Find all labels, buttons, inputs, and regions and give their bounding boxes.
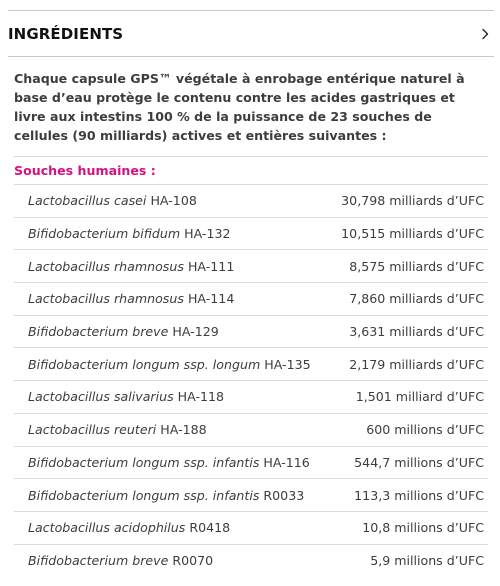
strain-row — [14, 348, 488, 381]
strain-code: R0033 — [263, 487, 305, 503]
strain-label — [28, 389, 224, 404]
strain-label — [28, 553, 213, 568]
strain-code: HA-188 — [160, 422, 207, 438]
ingredients-accordion-header[interactable] — [8, 11, 494, 57]
strain-amount: 3,631 milliards d’UFC — [349, 324, 484, 340]
strain-row — [14, 185, 488, 218]
strain-amount: 2,179 milliards d’UFC — [349, 356, 484, 372]
strain-amount: 600 millions d’UFC — [366, 422, 484, 438]
strain-label — [28, 291, 234, 306]
strain-label — [28, 259, 234, 274]
group-label-human-strains: Souches humaines : — [14, 157, 488, 185]
strain-label — [28, 520, 230, 535]
strain-amount: 30,798 milliards d’UFC — [341, 193, 484, 209]
strain-name: Lactobacillus acidophilus — [28, 520, 186, 536]
strain-row — [14, 545, 488, 578]
strain-name: Bifidobacterium breve — [28, 324, 169, 340]
strain-code: HA-118 — [177, 389, 225, 405]
strain-label — [28, 488, 304, 503]
strain-code: HA-129 — [172, 324, 219, 340]
strain-code: HA-111 — [187, 258, 235, 274]
page — [0, 10, 500, 586]
strain-row — [14, 283, 488, 316]
strain-code: R0070 — [172, 553, 214, 569]
strain-name: Lactobacillus rhamnosus — [28, 291, 184, 307]
strain-name: Bifidobacterium bifidum — [28, 226, 181, 242]
strain-row — [14, 316, 488, 349]
strain-amount: 10,515 milliards d’UFC — [341, 226, 484, 242]
strain-name: Lactobacillus salivarius — [28, 389, 174, 405]
section-title: INGRÉDIENTS — [8, 24, 124, 43]
strain-name: Lactobacillus reuteri — [28, 422, 157, 438]
strain-name: Bifidobacterium longum ssp. infantis — [28, 454, 260, 470]
strain-label — [28, 422, 207, 437]
strain-code: HA-116 — [263, 454, 310, 470]
strain-row — [14, 414, 488, 447]
strain-row — [14, 250, 488, 283]
strain-list — [14, 185, 488, 577]
strain-row — [14, 447, 488, 480]
intro-text: Chaque capsule GPS™ végétale à enrobage entérique naturel à base d’eau protège le contenu contre les acides gastriques et livre aux intestins 100 % de la puissance de 23 souches de cellules (90 milliards) actives et entières suivantes : — [14, 57, 488, 157]
strain-amount: 8,575 milliards d’UFC — [349, 258, 484, 274]
strain-row — [14, 479, 488, 512]
strain-name: Bifidobacterium longum ssp. infantis — [28, 487, 260, 503]
strain-amount: 7,860 milliards d’UFC — [349, 291, 484, 307]
strain-amount: 10,8 millions d’UFC — [362, 520, 484, 536]
strain-label — [28, 193, 197, 208]
strain-label — [28, 455, 310, 470]
strain-code: HA-135 — [264, 356, 311, 372]
strain-name: Lactobacillus casei — [28, 193, 147, 209]
strain-name: Bifidobacterium breve — [28, 553, 169, 569]
strain-code: HA-132 — [184, 226, 231, 242]
chevron-right-icon[interactable] — [476, 25, 494, 43]
strain-amount: 1,501 milliard d’UFC — [355, 389, 484, 405]
strain-amount: 5,9 millions d’UFC — [370, 553, 484, 569]
strain-amount: 544,7 millions d’UFC — [354, 454, 484, 470]
strain-label — [28, 324, 219, 339]
strain-row — [14, 381, 488, 414]
strain-amount: 113,3 millions d’UFC — [354, 487, 484, 503]
strain-code: HA-114 — [187, 291, 235, 307]
strain-code: HA-108 — [150, 193, 197, 209]
ingredients-content — [8, 57, 494, 577]
strain-row — [14, 512, 488, 545]
strain-name: Lactobacillus rhamnosus — [28, 258, 184, 274]
strain-label — [28, 226, 231, 241]
strain-code: R0418 — [189, 520, 231, 536]
strain-row — [14, 218, 488, 251]
strain-name: Bifidobacterium longum ssp. longum — [28, 356, 261, 372]
strain-label — [28, 357, 311, 372]
